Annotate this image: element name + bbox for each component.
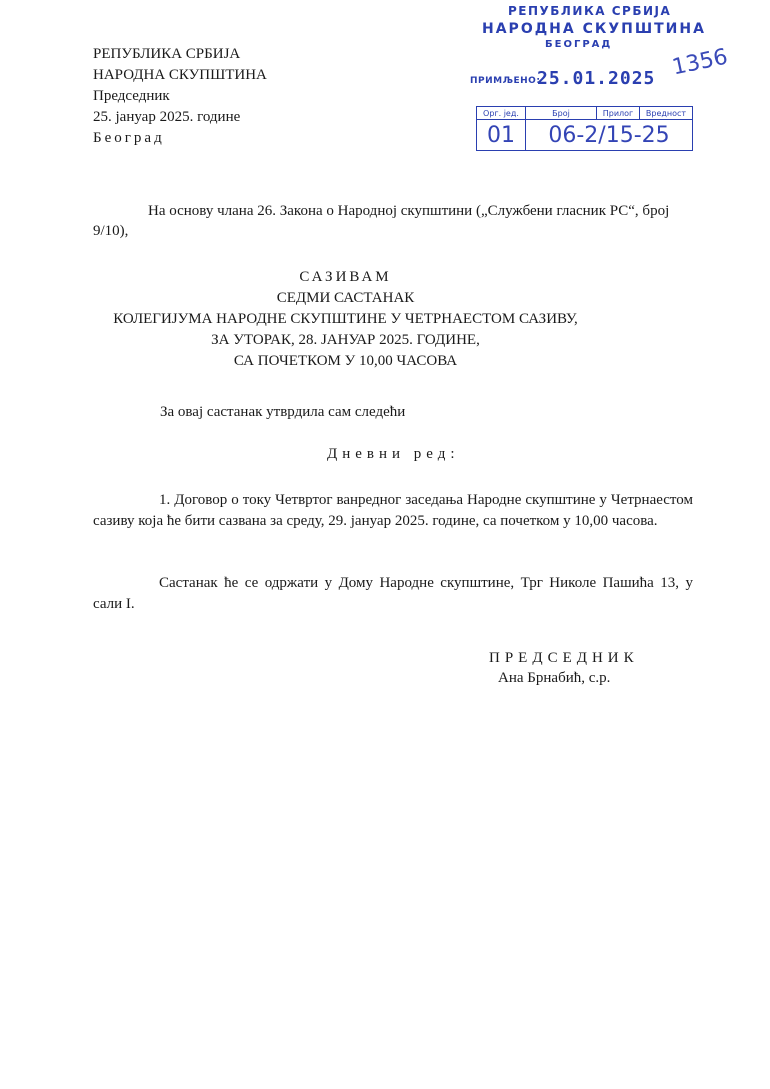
stamp-city: БЕОГРАД <box>545 39 613 50</box>
heading-line-5: СА ПОЧЕТКОМ У 10,00 ЧАСОВА <box>233 353 458 369</box>
signature-title: ПРЕДСЕДНИК <box>489 650 639 666</box>
agenda-item: 1. Договор о току Четвртог ванредног заседања Народне скупштине у Четрнаестом сазиву која ће бити сазвана за среду, 29. јануар 2025. године, са почетком у 10,00 часова. <box>93 492 693 529</box>
registry-col-org: Орг. јед. <box>477 107 526 120</box>
registry-val-number: 06-2/15-25 <box>526 120 693 151</box>
stamp-handwritten-number: 1356 <box>670 44 730 81</box>
intro-paragraph: На основу члана 26. Закона о Народној скупштини („Службени гласник РС“, број 9/10), <box>93 203 670 239</box>
letterhead-office: Председник <box>93 88 170 104</box>
signature-name: Ана Брнабић, с.р. <box>498 670 611 686</box>
registry-col-value: Вредност <box>640 107 693 120</box>
stamp-received-label: ПРИМЉЕНО: <box>470 76 541 86</box>
registry-col-number: Број <box>526 107 597 120</box>
stamp-institution: НАРОДНА СКУПШТИНА <box>482 21 706 37</box>
stamp-country: РЕПУБЛИКА СРБИЈА <box>508 4 672 18</box>
registry-col-attachment: Прилог <box>597 107 640 120</box>
letterhead-country: РЕПУБЛИКА СРБИЈА <box>93 46 241 62</box>
registry-val-org: 01 <box>477 120 526 151</box>
convocation-heading <box>93 267 598 372</box>
agenda-title: Дневни ред: <box>327 446 460 462</box>
heading-line-2: СЕДМИ САСТАНАК <box>276 290 415 306</box>
heading-line-3: КОЛЕГИЈУМА НАРОДНЕ СКУПШТИНЕ У ЧЕТРНАЕСТОМ САЗИВУ, <box>113 311 578 327</box>
letterhead-city: Београд <box>93 130 165 146</box>
letterhead <box>93 44 267 149</box>
letterhead-institution: НАРОДНА СКУПШТИНА <box>93 67 267 83</box>
registry-table <box>476 106 693 151</box>
heading-line-4: ЗА УТОРАК, 28. ЈАНУАР 2025. ГОДИНЕ, <box>211 332 480 348</box>
meeting-place: Састанак ће се одржати у Дому Народне скупштине, Трг Николе Пашића 13, у сали I. <box>93 575 693 612</box>
letterhead-date: 25. јануар 2025. године <box>93 109 241 125</box>
heading-line-1: САЗИВАМ <box>299 269 392 285</box>
received-stamp <box>462 2 730 162</box>
stamp-received-date: 25.01.2025 <box>537 68 656 89</box>
agenda-intro: За овај састанак утврдила сам следећи <box>160 404 406 420</box>
